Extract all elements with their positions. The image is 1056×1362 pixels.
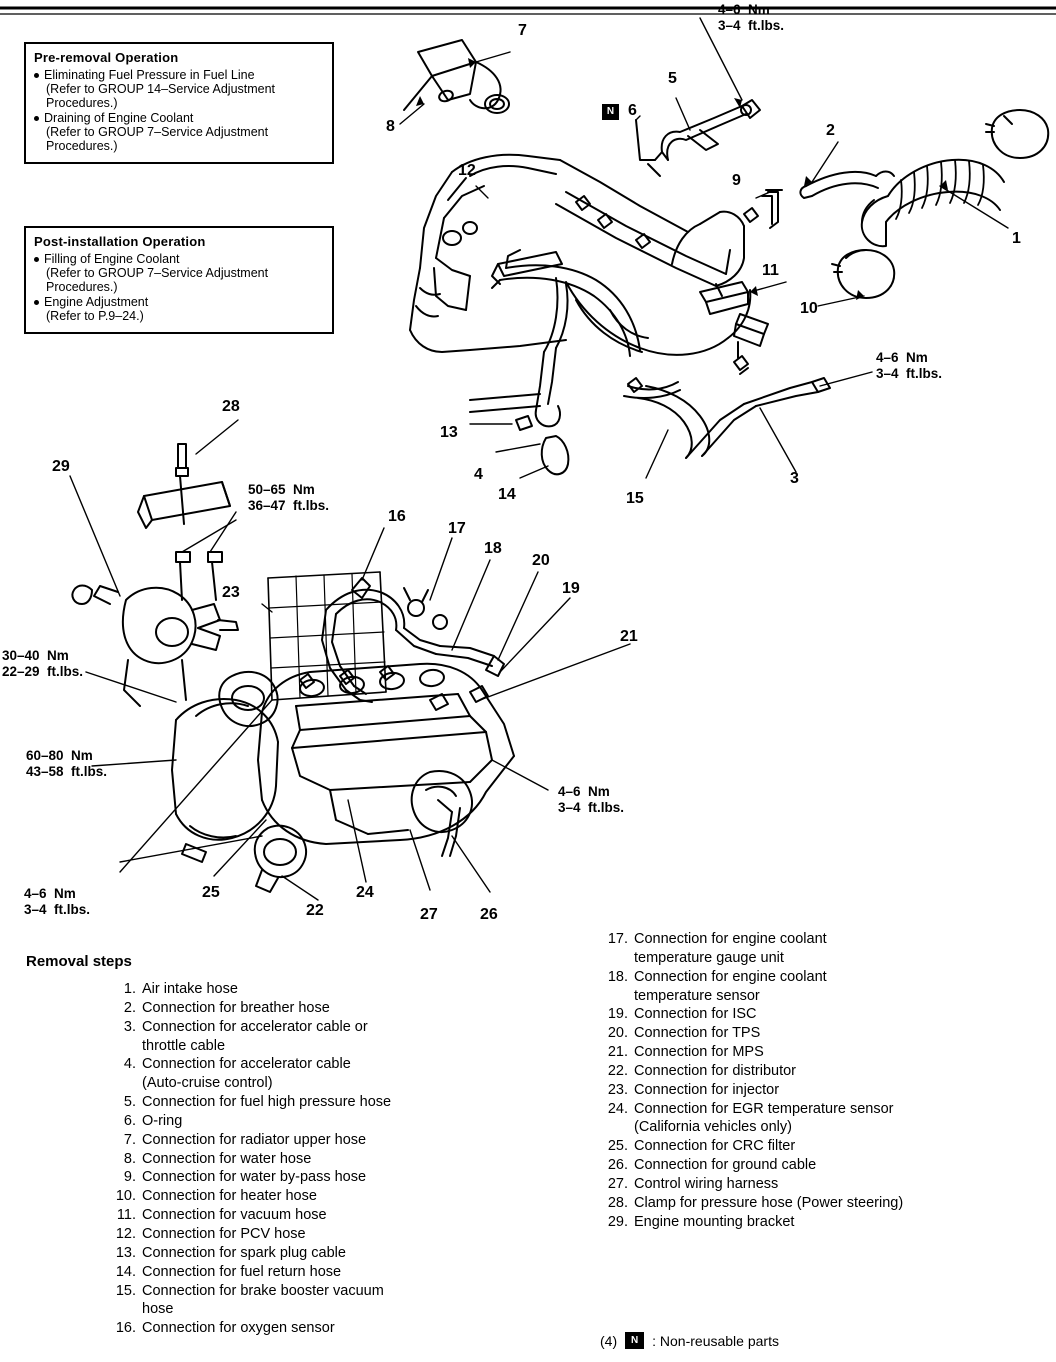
callout-12: 12 (458, 162, 476, 179)
step-number: 4. (123, 1056, 136, 1073)
step-text: Connection for ISC (634, 1006, 757, 1023)
step-text: Connection for engine coolant (634, 931, 827, 947)
step-text: Connection for water by-pass hose (142, 1169, 367, 1186)
torque-label-bottom-left (24, 886, 90, 917)
torque-label-clamp (248, 482, 329, 513)
callout-2: 2 (826, 122, 835, 139)
list-item (600, 1213, 1030, 1232)
step-number: 17. (607, 931, 628, 947)
step-number: 13. (115, 1244, 136, 1261)
step-text: Connection for accelerator cable or (142, 1018, 368, 1035)
step-number: 9. (123, 1169, 136, 1186)
pre-removal-list (34, 68, 324, 153)
torque-ftlbs: 3–4 ft.lbs. (718, 17, 785, 33)
list-item (108, 980, 528, 999)
callout-22: 22 (306, 902, 324, 919)
step-text: Connection for EGR temperature sensor (634, 1100, 894, 1117)
list-item (108, 1112, 528, 1131)
callout-27: 27 (420, 906, 438, 923)
list-item (600, 968, 1030, 1006)
step-number: 28. (607, 1194, 628, 1211)
step-text: Connection for water hose (142, 1150, 312, 1167)
list-item (108, 1206, 528, 1225)
list-item (600, 1024, 1030, 1043)
list-item (108, 1263, 528, 1282)
step-number: 25. (607, 1138, 628, 1155)
step-number: 6. (123, 1112, 136, 1129)
step-text: Clamp for pressure hose (Power steering) (634, 1194, 904, 1211)
torque-nm: 4–6 Nm (876, 350, 928, 365)
note-text: Eliminating Fuel Pressure in Fuel Line (44, 68, 255, 82)
list-item (600, 1137, 1030, 1156)
step-text: Connection for heater hose (142, 1188, 317, 1205)
callout-3: 3 (790, 470, 799, 487)
step-text: Connection for breather hose (142, 999, 330, 1016)
step-number: 22. (607, 1062, 628, 1079)
step-text: Connection for oxygen sensor (142, 1320, 335, 1337)
step-number: 11. (116, 1207, 136, 1224)
torque-label-left-lower (26, 748, 107, 779)
list-item (108, 1282, 528, 1320)
torque-ftlbs: 3–4 ft.lbs. (876, 365, 943, 381)
list-item (600, 1194, 1030, 1213)
note-text: Engine Adjustment (44, 295, 149, 309)
list-item (108, 1093, 528, 1112)
step-number: 24. (607, 1100, 628, 1117)
callout-16: 16 (388, 508, 406, 525)
list-item (108, 1244, 528, 1263)
callout-17: 17 (448, 520, 466, 537)
step-text-cont: temperature sensor (634, 987, 760, 1004)
step-number: 18. (607, 968, 628, 985)
list-item (600, 1043, 1030, 1062)
bullet-icon (34, 300, 39, 305)
step-text-cont: throttle cable (142, 1037, 226, 1054)
step-number: 21. (607, 1044, 628, 1061)
note-subtext: (Refer to GROUP 7–Service Adjustment Procedures.) (46, 125, 269, 153)
list-item (108, 1225, 528, 1244)
step-number: 27. (607, 1175, 628, 1192)
torque-nm: 4–6 Nm (558, 784, 610, 799)
callout-9: 9 (732, 172, 741, 189)
non-reusable-marker-icon: N (625, 1332, 644, 1349)
step-number: 12. (115, 1225, 136, 1242)
step-number: 8. (123, 1150, 136, 1167)
step-number: 1. (123, 981, 136, 997)
callout-11: 11 (762, 262, 779, 279)
note-subtext: (Refer to P.9–24.) (46, 309, 144, 323)
step-text: Air intake hose (142, 981, 238, 997)
removal-steps-heading: Removal steps (26, 953, 132, 970)
callout-29: 29 (52, 458, 70, 475)
callout-1: 1 (1012, 230, 1021, 247)
step-text: Connection for injector (634, 1081, 780, 1098)
step-number: 3. (123, 1018, 136, 1035)
step-text: Connection for ground cable (634, 1157, 817, 1174)
step-text: Connection for vacuum hose (142, 1207, 327, 1224)
callout-4: 4 (474, 466, 483, 483)
list-item (600, 1156, 1030, 1175)
torque-nm: 60–80 Nm (26, 748, 93, 763)
post-installation-note-box (24, 226, 334, 334)
step-text-cont: hose (142, 1301, 174, 1318)
torque-ftlbs: 36–47 ft.lbs. (248, 497, 330, 513)
step-text: Connection for MPS (634, 1044, 764, 1061)
list-item (108, 1168, 528, 1187)
note-subtext: (Refer to GROUP 14–Service Adjustment Procedures.) (46, 82, 276, 110)
step-number: 16. (115, 1320, 136, 1337)
list-item (108, 1018, 528, 1056)
callout-24: 24 (356, 884, 374, 901)
callout-20: 20 (532, 552, 550, 569)
step-text: Connection for distributor (634, 1062, 796, 1079)
callout-6: 6 (628, 102, 637, 119)
step-number: 7. (123, 1131, 136, 1148)
list-item (34, 295, 324, 323)
callout-18: 18 (484, 540, 502, 557)
callout-25: 25 (202, 884, 220, 901)
callout-5: 5 (668, 70, 677, 87)
bullet-icon (34, 116, 39, 121)
post-installation-list (34, 252, 324, 323)
step-text: Connection for engine coolant (634, 968, 827, 985)
step-text: Connection for CRC filter (634, 1138, 796, 1155)
step-number: 20. (607, 1025, 628, 1042)
list-item (600, 930, 1030, 968)
step-number: 14. (115, 1263, 136, 1280)
non-reusable-marker-icon: N (602, 104, 619, 120)
legend (600, 1332, 779, 1349)
torque-label-top (718, 2, 784, 33)
list-item (108, 999, 528, 1018)
pre-removal-title: Pre-removal Operation (34, 50, 179, 65)
step-text-cont: (California vehicles only) (634, 1119, 792, 1136)
step-number: 19. (607, 1006, 628, 1023)
step-text: Connection for fuel return hose (142, 1263, 342, 1280)
step-text: Engine mounting bracket (634, 1213, 795, 1230)
callout-21: 21 (620, 628, 638, 645)
callout-15: 15 (626, 490, 644, 507)
callout-19: 19 (562, 580, 580, 597)
list-item (108, 1131, 528, 1150)
step-number: 23. (607, 1081, 628, 1098)
torque-nm: 4–6 Nm (718, 2, 770, 17)
removal-steps-column-2 (600, 930, 1030, 1232)
step-text: Connection for PCV hose (142, 1225, 306, 1242)
callout-8: 8 (386, 118, 395, 135)
step-number: 15. (115, 1282, 136, 1299)
step-number: 2. (123, 999, 136, 1016)
step-number: 5. (123, 1094, 136, 1111)
torque-nm: 4–6 Nm (24, 886, 76, 901)
torque-ftlbs: 22–29 ft.lbs. (2, 663, 84, 679)
callout-13: 13 (440, 424, 458, 441)
step-text: Connection for radiator upper hose (142, 1131, 367, 1148)
callout-10: 10 (800, 300, 818, 317)
torque-ftlbs: 3–4 ft.lbs. (24, 901, 91, 917)
torque-label-left-upper (2, 648, 83, 679)
step-number: 10. (115, 1188, 136, 1205)
callout-14: 14 (498, 486, 516, 503)
list-item (108, 1150, 528, 1169)
callout-23: 23 (222, 584, 240, 601)
note-subtext: (Refer to GROUP 7–Service Adjustment Procedures.) (46, 266, 269, 294)
torque-label-bottom-mid (558, 784, 624, 815)
step-number: 26. (607, 1157, 628, 1174)
note-text: Draining of Engine Coolant (44, 111, 194, 125)
list-item (34, 111, 324, 153)
pre-removal-note-box (24, 42, 334, 164)
step-text: Connection for fuel high pressure hose (142, 1094, 392, 1111)
torque-nm: 30–40 Nm (2, 648, 69, 663)
list-item (600, 1081, 1030, 1100)
torque-ftlbs: 43–58 ft.lbs. (26, 763, 108, 779)
list-item (108, 1187, 528, 1206)
step-text: Connection for spark plug cable (142, 1244, 346, 1261)
list-item (600, 1175, 1030, 1194)
callout-28: 28 (222, 398, 240, 415)
torque-ftlbs: 3–4 ft.lbs. (558, 799, 625, 815)
step-text: O-ring (142, 1112, 183, 1129)
list-item (34, 252, 324, 294)
page-number: (4) (600, 1332, 618, 1349)
step-text-cont: temperature gauge unit (634, 949, 784, 966)
step-text: Connection for accelerator cable (142, 1056, 351, 1073)
callout-7: 7 (518, 22, 527, 39)
list-item (108, 1055, 528, 1093)
torque-label-right-mid (876, 350, 942, 381)
list-item (600, 1100, 1030, 1138)
bullet-icon (34, 257, 39, 262)
list-item (34, 68, 324, 110)
note-text: Filling of Engine Coolant (44, 252, 180, 266)
step-text: Control wiring harness (634, 1175, 779, 1192)
step-number: 29. (607, 1213, 628, 1230)
list-item (600, 1005, 1030, 1024)
bullet-icon (34, 73, 39, 78)
legend-text: : Non-reusable parts (652, 1332, 779, 1349)
removal-steps-column-1 (108, 980, 528, 1338)
list-item (600, 1062, 1030, 1081)
step-text: Connection for brake booster vacuum (142, 1282, 384, 1299)
list-item (108, 1319, 528, 1338)
callout-26: 26 (480, 906, 498, 923)
torque-nm: 50–65 Nm (248, 482, 315, 497)
step-text: Connection for TPS (634, 1025, 761, 1042)
post-installation-title: Post-installation Operation (34, 234, 206, 249)
step-text-cont: (Auto-cruise control) (142, 1075, 273, 1092)
